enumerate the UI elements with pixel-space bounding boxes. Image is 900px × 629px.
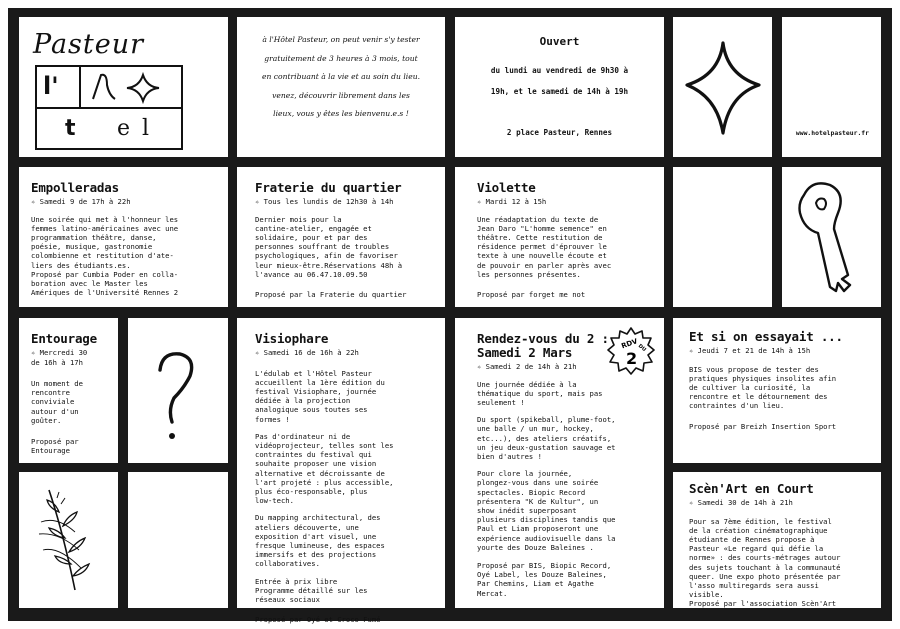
event-date: ✧ Samedi 9 de 17h à 22h <box>31 197 131 206</box>
info-cell <box>455 17 664 157</box>
event-title: Empolleradas <box>31 180 119 195</box>
event-credit: Proposé par Oyé et Croco Fumé <box>255 615 381 625</box>
event-entourage <box>19 318 118 463</box>
event-credit: Proposé par Entourage <box>31 437 79 456</box>
event-title: Scèn'Art en Court <box>689 481 814 496</box>
url-cell <box>782 17 881 157</box>
event-description: L'édulab et l'Hôtel Pasteur accueillent la 1ère édition du festival Visiophare, journée dédiée à la projection analogique sous toutes ses formes ! <box>255 368 385 424</box>
sparkle-star-icon <box>673 17 772 157</box>
event-date: ✧ Tous les lundis de 12h30 à 14h <box>255 197 394 206</box>
logo-vline <box>79 67 81 107</box>
badge-number: 2 <box>626 349 638 368</box>
event-description: Du sport (spikeball, plume-foot, une balle / un mur, hockey, etc...), des ateliers créatifs, un jeu deux-gustation sauvage et bien d'autres ! <box>477 415 616 461</box>
event-title: Violette <box>477 180 536 195</box>
opening-hours: du lundi au vendredi de 9h30 à 19h, et le samedi de 14h à 19h <box>490 66 629 96</box>
event-description: Pour sa 7ème édition, le festival de la création cinématographique étudiante de Rennes propose à Pasteur «Le regard qui défie la norme» : des courts-métrages autour des sujets touchant à la communauté queer. Une expo photo présentée par l'asso multiregards sera aussi visible. Proposé par l'association Scèn'Art <box>689 516 841 609</box>
question-cell <box>128 318 228 463</box>
event-credit: Proposé par la Fraterie du quartier <box>255 289 407 299</box>
event-description: Du mapping architectural, des ateliers découverte, une exposition d'art visuel, une fresque lumineuse, des espaces immersifs et des projections collaboratives. <box>255 513 385 569</box>
event-credit: Proposé par Breizh Insertion Sport <box>689 421 837 431</box>
key-cell <box>782 167 881 307</box>
event-credit: Proposé par BIS, Biopic Record, Oyé Label, les Douze Baleines, Par Chemins, Liam et Agathe Mercat. <box>477 560 612 598</box>
event-date: ✧ Samedi 16 de 16h à 22h <box>255 348 359 357</box>
intro-text: à l'Hôtel Pasteur, on peut venir s'y tester gratuitement de 3 heures à 3 mois, tout en contribuant à la vie et au soin du lieu. venez, découvrir librement dans les lieux, vous y êtes les bienvenu.e.s ! <box>261 35 420 118</box>
question-mark-icon <box>128 318 228 463</box>
event-description: Une soirée qui met à l'honneur les femmes latino-américaines avec une programmation théâtre, danse, poésie, musique, gastronomie colombienne et restitution d'ate- liers des étudiants.es. Proposé par Cumbia Poder en colla- boration avec le Master les Amériques de l'Université Rennes 2 <box>31 214 179 298</box>
event-description: Pour clore la journée, plongez-vous dans une soirée spectacles. Biopic Record présentera "K de Kultur", un show inédit superposant plusieurs disciplines tandis que Paul et Liam proposeront une expérience audiovisuelle dans la yourte des Douze Baleines . <box>477 469 616 552</box>
website-url[interactable]: www.hotelpasteur.fr <box>795 129 869 137</box>
plant-cell <box>19 472 118 608</box>
event-title: Rendez-vous du 2 : Samedi 2 Mars <box>477 331 609 360</box>
event-date: ✧ Mercredi 30 de 16h à 17h <box>31 348 88 367</box>
event-scenart <box>673 472 881 608</box>
intro-cell <box>237 17 445 157</box>
logo-h-diamond-glyph <box>85 71 181 105</box>
event-rdv <box>455 318 664 608</box>
plant-branch-icon <box>19 472 118 608</box>
event-description: BIS vous propose de tester des pratiques physiques insolites afin de cultiver la curiosité, la rencontre et le détournement des contraintes d'un lieu. <box>689 364 837 411</box>
event-description: Un moment de rencontre conviviale autour d'un goûter. <box>31 379 83 425</box>
logo-l: l' <box>43 72 59 100</box>
rdv-badge-icon <box>606 326 656 376</box>
logo-word: Pasteur <box>33 29 145 60</box>
event-date: ✧ Jeudi 7 et 21 de 14h à 15h <box>689 346 811 355</box>
event-description: Une réadaptation du texte de Jean Daro "L'homme semence" en théâtre. Cette restitution de résidence permet d'éprouver le texte à une nouvelle écoute et de pouvoir en parler après avec les personnes présentes. <box>477 214 612 279</box>
event-visiophare <box>237 318 445 625</box>
event-title: Visiophare <box>255 331 329 346</box>
logo-cell <box>19 17 228 157</box>
event-date: ✧ Mardi 12 à 15h <box>477 197 547 206</box>
star-cell <box>673 17 772 157</box>
blank-cell <box>673 167 772 307</box>
logo-hline <box>37 107 181 109</box>
event-description: Une journée dédiée à la thématique du sport, mais pas seulement ! <box>477 379 603 407</box>
event-credit: Proposé par forget me not <box>477 289 586 299</box>
logo-t: t <box>65 116 92 141</box>
logo-rest: el <box>117 116 162 141</box>
event-date: ✧ Samedi 2 de 14h à 21h <box>477 362 577 371</box>
event-description: Dernier mois pour la cantine-atelier, engagée et solidaire, pour et par des personnes souffrant de troubles psychologiques, afin de favoriser leur mieux-être.Réservations 48h à l'avance au 06.47.10.09.50 <box>255 214 403 279</box>
badge-small: DU <box>636 343 648 354</box>
address: 2 place Pasteur, Rennes <box>506 128 613 137</box>
opening-heading: Ouvert <box>539 35 580 48</box>
key-icon <box>782 167 881 307</box>
event-title: Entourage <box>31 331 97 346</box>
blank-cell <box>128 472 228 608</box>
event-empolleradas <box>19 167 228 307</box>
badge-top: RDV <box>620 337 639 351</box>
event-fraterie <box>237 167 445 307</box>
event-essayait <box>673 318 881 463</box>
event-violette <box>455 167 664 307</box>
event-title: Et si on essayait ... <box>689 329 843 344</box>
logo-box <box>35 65 183 150</box>
event-description: Entrée à prix libre Programme détaillé sur les réseaux sociaux <box>255 576 368 604</box>
event-description: Pas d'ordinateur ni de vidéoprojecteur, telles sont les contraintes du festival qui souhaite proposer une vision alternative et décroissante de l'art projeté : plus accessible, plus éco-responsable, plus low-tech. <box>255 431 394 506</box>
event-title: Fraterie du quartier <box>255 180 402 195</box>
event-date: ✧ Samedi 30 de 14h à 21h <box>689 498 793 507</box>
